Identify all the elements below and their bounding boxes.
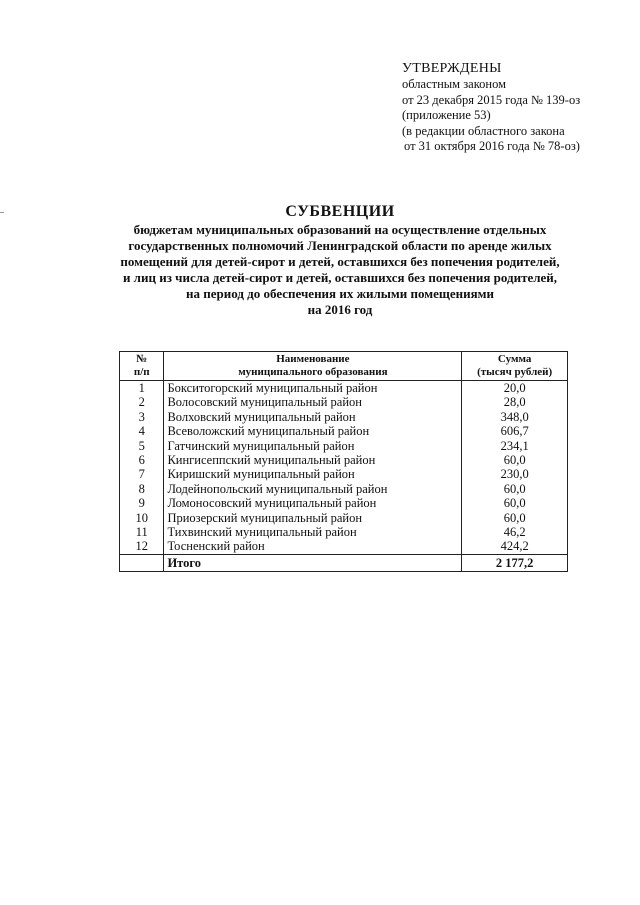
row-sum: 230,0 [462,467,568,481]
table-row [120,539,568,554]
title-line: на 2016 год [307,302,373,317]
header-num-line1: № [136,353,148,365]
approval-line: (приложение 53) [402,108,491,122]
row-num: 5 [120,439,164,453]
table-row [120,439,568,453]
row-num: 4 [120,424,164,438]
header-sum-line1: Сумма [497,353,532,365]
row-num: 10 [120,511,164,525]
table-row [120,496,568,510]
row-sum: 20,0 [462,381,568,396]
header-num-line2: п/п [133,366,150,378]
header-num [120,352,164,381]
table-row [120,525,568,539]
row-num: 2 [120,395,164,409]
table-row [120,395,568,409]
row-sum: 348,0 [462,410,568,424]
title-line: помещений для детей-сирот и детей, оставшихся без попечения родителей, [120,254,560,269]
row-num: 6 [120,453,164,467]
title-main: СУБВЕНЦИИ [285,203,395,220]
row-name: Волховский муниципальный район [164,410,462,424]
row-name: Гатчинский муниципальный район [164,439,462,453]
row-sum: 60,0 [462,482,568,496]
row-name: Тосненский район [164,539,462,554]
row-name: Лодейнопольский муниципальный район [164,482,462,496]
table-row [120,410,568,424]
row-num: 9 [120,496,164,510]
title-subtitle [60,222,620,318]
header-name [164,352,462,381]
table-row [120,453,568,467]
row-num: 8 [120,482,164,496]
total-label: Итого [164,554,462,571]
row-name: Волосовский муниципальный район [164,395,462,409]
row-sum: 606,7 [462,424,568,438]
table-row [120,467,568,481]
table-row [120,381,568,396]
approval-stamp [402,60,622,155]
title-line: государственных полномочий Ленинградской области по аренде жилых [128,238,552,253]
row-num: 1 [120,381,164,396]
subventions-table [119,351,568,572]
title-line: бюджетам муниципальных образований на осуществление отдельных [133,222,547,237]
approval-heading: УТВЕРЖДЕНЫ [402,61,502,76]
title-line: на период до обеспечения их жилыми помещениями [186,286,494,301]
row-sum: 60,0 [462,496,568,510]
header-name-line2: муниципального образования [238,366,388,378]
title-line: и лиц из числа детей-сирот и детей, оставшихся без попечения родителей, [122,270,558,285]
row-num: 3 [120,410,164,424]
header-name-line1: Наименование [276,353,350,365]
row-sum: 60,0 [462,453,568,467]
row-sum: 234,1 [462,439,568,453]
total-num-cell [120,554,164,571]
row-name: Всеволожский муниципальный район [164,424,462,438]
row-num: 11 [120,525,164,539]
row-name: Ломоносовский муниципальный район [164,496,462,510]
approval-line: от 31 октября 2016 года № 78-оз) [404,139,580,153]
total-row [120,554,568,571]
row-name: Киришский муниципальный район [164,467,462,481]
table-row [120,511,568,525]
header-sum [462,352,568,381]
row-sum: 46,2 [462,525,568,539]
scan-edge-mark [0,212,4,213]
row-name: Бокситогорский муниципальный район [164,381,462,396]
row-sum: 424,2 [462,539,568,554]
row-num: 7 [120,467,164,481]
row-name: Кингисеппский муниципальный район [164,453,462,467]
row-sum: 28,0 [462,395,568,409]
table-row [120,482,568,496]
table-header-row [120,352,568,381]
header-sum-line2: (тысяч рублей) [477,366,553,378]
row-num: 12 [120,539,164,554]
approval-line: от 23 декабря 2015 года № 139-оз [402,92,581,107]
approval-line: (в редакции областного закона [402,123,565,138]
row-name: Тихвинский муниципальный район [164,525,462,539]
total-sum: 2 177,2 [462,554,568,571]
row-name: Приозерский муниципальный район [164,511,462,525]
document-title [60,202,620,318]
approval-line: областным законом [402,77,507,91]
table-row [120,424,568,438]
row-sum: 60,0 [462,511,568,525]
